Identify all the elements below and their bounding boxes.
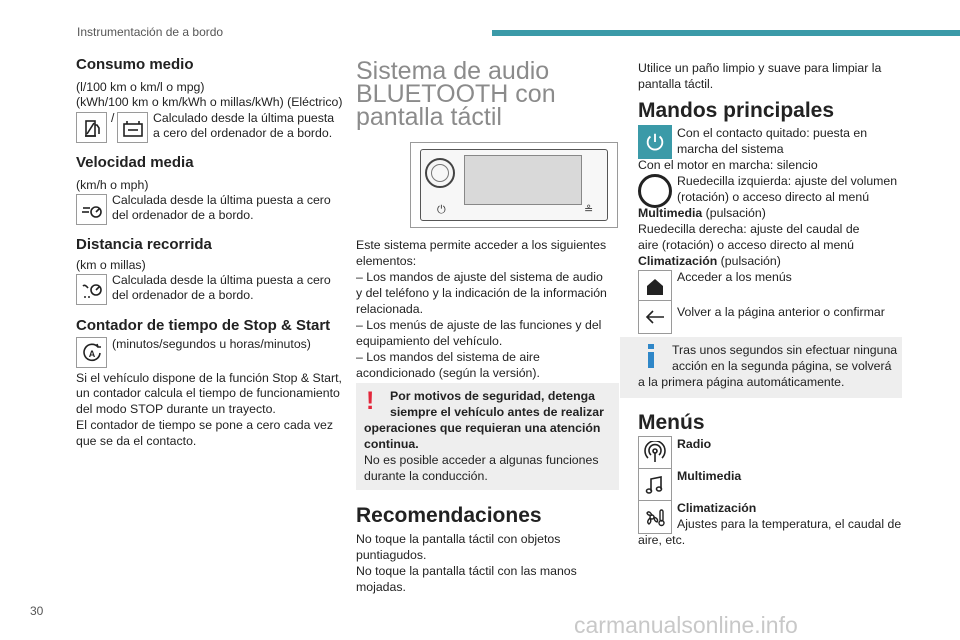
touchscreen-illustration: [410, 142, 618, 228]
section-title-line-3: pantalla táctil: [356, 103, 502, 131]
music-note-icon: [638, 468, 672, 502]
warning-bold-2: siempre el vehículo antes de realizar: [390, 405, 604, 419]
section-title-line-1: Sistema de audio: [356, 57, 550, 85]
power-line-1: Con el contacto quitado: puesta en: [677, 126, 868, 140]
intro-line-4: y del teléfono y la indicación de la información: [356, 286, 607, 300]
page-number: 30: [30, 604, 44, 618]
distancia-desc-2: del ordenador de a bordo.: [112, 288, 254, 302]
clima-line-2: aire, etc.: [638, 533, 686, 547]
svg-text:A: A: [88, 348, 95, 359]
menu-climatizacion: Climatización: [677, 501, 757, 515]
contador-p2: un contador calcula el tiempo de funcionamiento: [76, 386, 340, 400]
warning-bold-1: Por motivos de seguridad, detenga: [390, 389, 595, 403]
menu-radio: Radio: [677, 437, 712, 451]
contador-p5: que se da el contacto.: [76, 434, 197, 448]
velocidad-units: (km/h o mph): [76, 178, 149, 192]
intro-line-6: – Los menús de ajuste de las funciones y del: [356, 318, 602, 332]
radio-icon: [638, 436, 672, 470]
home-desc: Acceder a los menús: [677, 270, 792, 284]
running-header: Instrumentación de a bordo: [77, 25, 224, 39]
menus-title: Menús: [638, 411, 705, 434]
display-area: [464, 155, 582, 205]
back-arrow-icon: [638, 300, 672, 334]
consumo-units-2: (kWh/100 km o km/kWh o millas/kWh) (Eléctrico): [76, 95, 343, 109]
info-icon: [648, 344, 654, 368]
distance-icon: [76, 274, 107, 305]
consumo-desc-1: Calculado desde la última puesta: [153, 111, 335, 125]
info-line-3: a la primera página automáticamente.: [638, 375, 845, 389]
consumo-units-1: (l/100 km o km/l o mpg): [76, 80, 205, 94]
recom-line-3: No toque la pantalla táctil con las manos: [356, 564, 577, 578]
warning-text-1: No es posible acceder a algunas funciones: [364, 453, 599, 467]
intro-line-2: elementos:: [356, 254, 417, 268]
contador-units: (minutos/segundos u horas/minutos): [112, 337, 311, 351]
info-line-1: Tras unos segundos sin efectuar ninguna: [672, 343, 898, 357]
clean-line-2: pantalla táctil.: [638, 77, 714, 91]
right-knob-line-2: aire (rotación) o acceso directo al menú: [638, 238, 854, 252]
clean-line-1: Utilice un paño limpio y suave para limpiar la: [638, 61, 882, 75]
left-knob-line-1: Ruedecilla izquierda: ajuste del volumen: [677, 174, 898, 188]
distancia-title: Distancia recorrida: [76, 236, 212, 253]
contador-p4: El contador de tiempo se pone a cero cada vez: [76, 418, 334, 432]
consumo-desc-2: a cero del ordenador de a bordo.: [153, 126, 333, 140]
intro-line-8: – Los mandos del sistema de aire: [356, 350, 540, 364]
consumo-title: Consumo medio: [76, 56, 194, 73]
distancia-desc-1: Calculada desde la última puesta a cero: [112, 273, 331, 287]
fan-symbol-icon: ≗: [584, 204, 594, 216]
intro-line-1: Este sistema permite acceder a los siguientes: [356, 238, 607, 252]
recomendaciones-title: Recomendaciones: [356, 504, 542, 527]
speed-icon: [76, 194, 107, 225]
warning-icon: !: [366, 387, 375, 415]
intro-line-5: relacionada.: [356, 302, 423, 316]
warning-text-2: durante la conducción.: [364, 469, 488, 483]
climate-icon: [638, 500, 672, 534]
recom-line-4: mojadas.: [356, 580, 406, 594]
intro-line-9: acondicionado (según la versión).: [356, 366, 540, 380]
velocidad-desc-1: Calculada desde la última puesta a cero: [112, 193, 331, 207]
warning-bold-3: operaciones que requieran una atención: [364, 421, 601, 435]
menu-multimedia: Multimedia: [677, 469, 742, 483]
header-accent-bar: [492, 30, 960, 36]
clima-line-1: Ajustes para la temperatura, el caudal de: [677, 517, 902, 531]
info-line-2: acción en la segunda página, se volverá: [672, 359, 892, 373]
velocidad-desc-2: del ordenador de a bordo.: [112, 208, 254, 222]
recom-line-2: puntiagudos.: [356, 548, 427, 562]
contador-title: Contador de tiempo de Stop & Start: [76, 317, 331, 334]
section-title-line-2: BLUETOOTH con: [356, 80, 556, 108]
consumo-slash: /: [111, 111, 115, 125]
contador-p3: del modo STOP durante un trayecto.: [76, 402, 276, 416]
velocidad-title: Velocidad media: [76, 154, 194, 171]
power-symbol-icon: ⏻: [437, 204, 446, 216]
power-line-2: marcha del sistema: [677, 142, 784, 156]
contador-p1: Si el vehículo dispone de la función Stop & Start,: [76, 371, 342, 385]
stop-start-icon: [76, 337, 107, 368]
right-knob-line-3: Climatización (pulsación): [638, 254, 781, 268]
mandos-title: Mandos principales: [638, 99, 835, 122]
knob-icon: [638, 174, 672, 208]
fuel-pump-icon: [76, 112, 107, 143]
recom-line-1: No toque la pantalla táctil con objetos: [356, 532, 561, 546]
battery-icon: [117, 112, 148, 143]
back-desc: Volver a la página anterior o confirmar: [677, 305, 885, 319]
power-button-icon: [638, 125, 672, 159]
right-knob-line-1: Ruedecilla derecha: ajuste del caudal de: [638, 222, 860, 236]
left-knob-line-2: (rotación) o acceso directo al menú: [677, 190, 870, 204]
warning-bold-4: continua.: [364, 437, 419, 451]
left-knob-icon: [425, 158, 455, 188]
distancia-units: (km o millas): [76, 258, 146, 272]
left-knob-line-3: Multimedia (pulsación): [638, 206, 766, 220]
intro-line-3: – Los mandos de ajuste del sistema de audio: [356, 270, 603, 284]
intro-line-7: equipamiento del vehículo.: [356, 334, 503, 348]
power-line-3: Con el motor en marcha: silencio: [638, 158, 818, 172]
watermark: carmanualsonline.info: [574, 612, 798, 638]
home-icon: [638, 270, 672, 304]
